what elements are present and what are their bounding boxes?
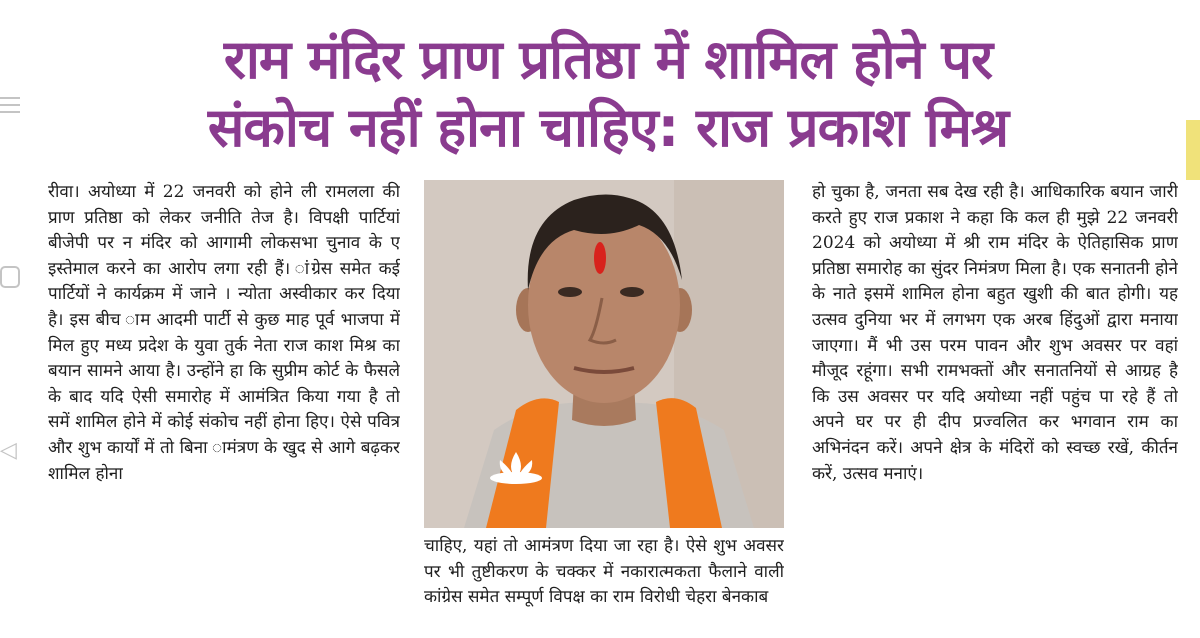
headline-line-2: संकोच नहीं होना चाहिए: राज प्रकाश मिश्र [207,96,1009,159]
headline [28,26,1188,162]
article-column-right: हो चुका है, जनता सब देख रही है। आधिकारिक बयान जारी करते हुए राज प्रकाश ने कहा कि कल ही मुझे 22 जनवरी 2024 को अयोध्या में श्री राम मंदिर के ऐतिहासिक प्राण प्रतिष्ठा समारोह का सुंदर निमंत्रण मिला है। एक सनातनी होने के नाते इसमें शामिल होना बहुत खुशी की बात होगी। यह उत्सव दुनिया भर में लगभग एक अरब हिंदुओं द्वारा मनाया जाएगा। मैं भी उस परम पावन और शुभ अवसर पर वहां मौजूद रहूंगा। सभी रामभक्तों और सनातनियों से आग्रह है कि उस अवसर पर यदि अयोध्या नहीं पहुंच पा रहे हैं तो अपने घर पर ही दीप प्रज्वलित कर भगवान राम का अभिनंदन करें। अपने क्षेत्र के मंदिरों को स्वच्छ रखें, कीर्तन करें, उत्सव मनाएं। [812,182,1178,484]
portrait-illustration [424,180,784,528]
portrait-photo [424,180,784,528]
article-column-middle: चाहिए, यहां तो आमंत्रण दिया जा रहा है। ऐसे शुभ अवसर पर भी तुष्टीकरण के चक्कर में नकारात्मकता फैलाने वाली कांग्रेस समेत सम्पूर्ण विपक्ष का राम विरोधी चेहरा बेनकाब [424,536,784,608]
edge-strip [1186,120,1200,180]
home-square-icon[interactable] [0,266,20,288]
menu-icon[interactable] [0,92,22,118]
article-column-left: रीवा। अयोध्या में 22 जनवरी को होने ली रामलला की प्राण प्रतिष्ठा को लेकर जनीति तेज है। विपक्षी पार्टियां बीजेपी पर न मंदिर को आगामी लोकसभा चुनाव के ए इस्तेमाल करने का आरोप लगा रही हैं। ांग्रेस समेत कई पार्टियों ने कार्यक्रम में जाने । न्योता अस्वीकार कर दिया है। इस बीच ाम आदमी पार्टी से कुछ माह पूर्व भाजपा में मिल हुए मध्य प्रदेश के युवा तुर्क नेता राज काश मिश्र का बयान सामने आया है। उन्होंने हा कि सुप्रीम कोर्ट के फैसले के बाद यदि ऐसी समारोह में आमंत्रित किया गया है तो समें शामिल होने में कोई संकोच नहीं होना हिए। ऐसे पवित्र और शुभ कार्यों में तो बिना ामंत्रण के खुद से आगे बढ़कर शामिल होना [48,182,400,484]
headline-line-1: राम मंदिर प्राण प्रतिष्ठा में शामिल होने पर [223,28,993,91]
back-icon[interactable]: ◁ [0,438,17,463]
